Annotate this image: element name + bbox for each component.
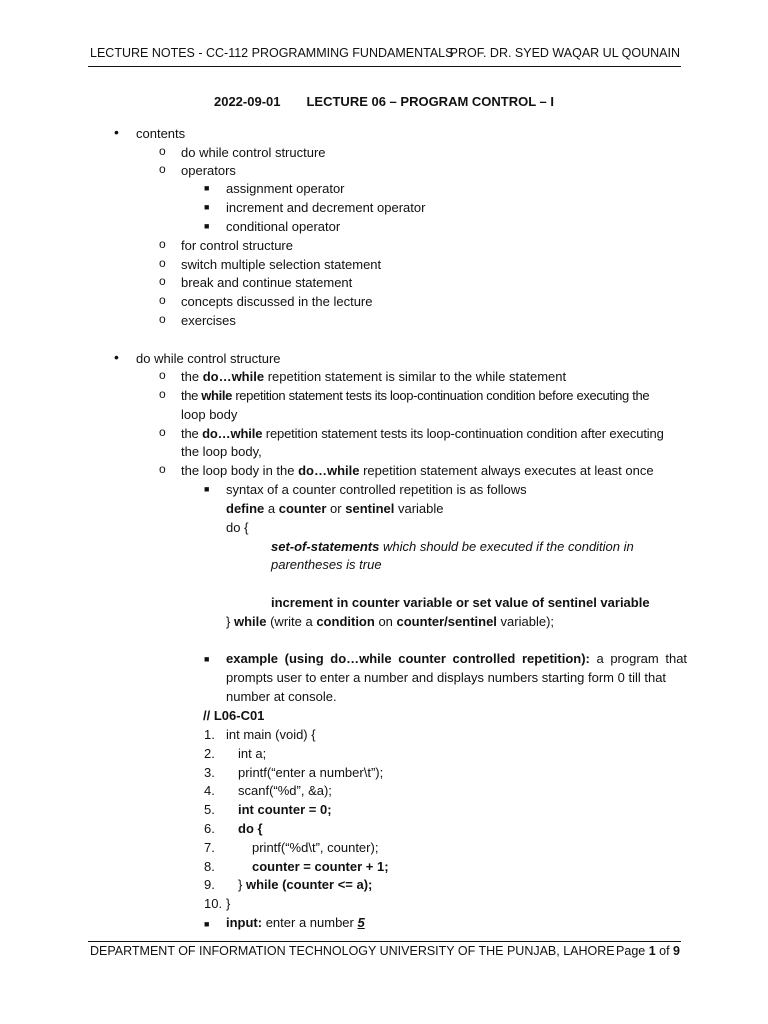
code-line-number: 7. xyxy=(204,839,215,855)
square-bullet-icon: ■ xyxy=(204,221,210,231)
bullet-icon: • xyxy=(114,124,119,140)
circle-bullet-icon: o xyxy=(159,274,166,288)
code-line: printf(“enter a number\t”); xyxy=(238,764,384,780)
contents-item: operators xyxy=(181,163,236,178)
example-intro: example (using do…while counter controlled repetition): a program that xyxy=(226,651,688,666)
contents-item: exercises xyxy=(181,313,236,328)
example-intro-cont: number at console. xyxy=(226,689,337,704)
circle-bullet-icon: o xyxy=(159,368,166,382)
syntax-increment: increment in counter variable or set value of sentinel variable xyxy=(271,595,650,610)
operators-subitem: conditional operator xyxy=(226,219,341,234)
paragraph-dowhile-after-cont: the loop body, xyxy=(181,444,262,459)
contents-item: for control structure xyxy=(181,238,293,253)
circle-bullet-icon: o xyxy=(159,387,166,401)
paragraph-similar: the do…while repetition statement is similar to the while statement xyxy=(181,369,567,384)
code-line-number: 9. xyxy=(204,877,215,893)
code-line-number: 6. xyxy=(204,821,215,836)
syntax-while: } while (write a condition on counter/sentinel variable); xyxy=(226,614,555,629)
code-line: int main (void) { xyxy=(226,727,316,742)
square-bullet-icon: ■ xyxy=(204,484,210,494)
syntax-define: define a counter or sentinel variable xyxy=(226,501,444,516)
square-bullet-icon: ■ xyxy=(204,919,210,929)
code-line: counter = counter + 1; xyxy=(252,858,389,874)
code-line-number: 10. xyxy=(204,896,223,912)
lecture-title xyxy=(0,94,768,109)
paragraph-at-least-once: the loop body in the do…while repetition statement always executes at least once xyxy=(181,463,654,478)
circle-bullet-icon: o xyxy=(159,256,166,270)
input-line: input: enter a number 5 xyxy=(226,915,365,930)
code-label: // L06-C01 xyxy=(203,708,265,723)
code-line: scanf(“%d”, &a); xyxy=(238,783,332,799)
header-author: PROF. DR. SYED WAQAR UL QOUNAIN xyxy=(449,46,680,60)
example-intro-cont: prompts user to enter a number and displays numbers starting form 0 till that xyxy=(226,670,667,685)
syntax-intro: syntax of a counter controlled repetition is as follows xyxy=(226,482,527,497)
operators-subitem: increment and decrement operator xyxy=(226,200,426,215)
lecture-date: 2022-09-01 xyxy=(213,94,281,109)
lecture-heading: LECTURE 06 – PROGRAM CONTROL – I xyxy=(306,94,554,109)
contents-item: switch multiple selection statement xyxy=(181,257,382,272)
circle-bullet-icon: o xyxy=(159,144,166,158)
code-line: int counter = 0; xyxy=(238,802,332,818)
code-line-number: 5. xyxy=(204,802,215,818)
code-line: do { xyxy=(238,821,263,836)
code-line-number: 3. xyxy=(204,764,215,780)
contents-item: concepts discussed in the lecture xyxy=(181,294,373,309)
paragraph-dowhile-after: the do…while repetition statement tests its loop-continuation condition after executing xyxy=(181,426,664,441)
input-value: 5 xyxy=(357,915,365,930)
circle-bullet-icon: o xyxy=(159,425,166,439)
square-bullet-icon: ■ xyxy=(204,654,210,664)
contents-label: contents xyxy=(136,126,186,141)
circle-bullet-icon: o xyxy=(159,293,166,307)
code-line: int a; xyxy=(238,745,267,761)
square-bullet-icon: ■ xyxy=(204,183,210,193)
syntax-do: do { xyxy=(226,520,249,535)
paragraph-while-before: the while repetition statement tests its loop-continuation condition before executing the xyxy=(181,388,650,403)
contents-item: do while control structure xyxy=(181,145,326,160)
circle-bullet-icon: o xyxy=(159,312,166,326)
circle-bullet-icon: o xyxy=(159,237,166,251)
footer-department: DEPARTMENT OF INFORMATION TECHNOLOGY UNIVERSITY OF THE PUNJAB, LAHORE xyxy=(90,944,615,958)
circle-bullet-icon: o xyxy=(159,462,166,476)
paragraph-while-before-cont: loop body xyxy=(181,407,238,422)
section-label: do while control structure xyxy=(136,351,281,366)
code-line: } xyxy=(226,896,231,912)
contents-item: break and continue statement xyxy=(181,275,353,290)
header-course: LECTURE NOTES - CC-112 PROGRAMMING FUNDAMENTALS xyxy=(90,46,454,60)
header-rule xyxy=(88,66,681,67)
code-line-number: 4. xyxy=(204,783,215,799)
code-line-number: 2. xyxy=(204,745,215,761)
code-line-number: 1. xyxy=(204,727,215,742)
operators-subitem: assignment operator xyxy=(226,181,345,196)
code-line: printf(“%d\t”, counter); xyxy=(252,839,379,855)
bullet-icon: • xyxy=(114,349,119,365)
syntax-statements-cont: parentheses is true xyxy=(271,557,382,572)
footer-rule xyxy=(88,941,681,942)
code-line: } while (counter <= a); xyxy=(238,877,373,893)
code-line-number: 8. xyxy=(204,858,215,874)
syntax-statements: set-of-statements which should be executed if the condition in xyxy=(271,539,634,554)
page-number: Page 1 of 9 xyxy=(616,944,680,958)
circle-bullet-icon: o xyxy=(159,162,166,176)
square-bullet-icon: ■ xyxy=(204,202,210,212)
